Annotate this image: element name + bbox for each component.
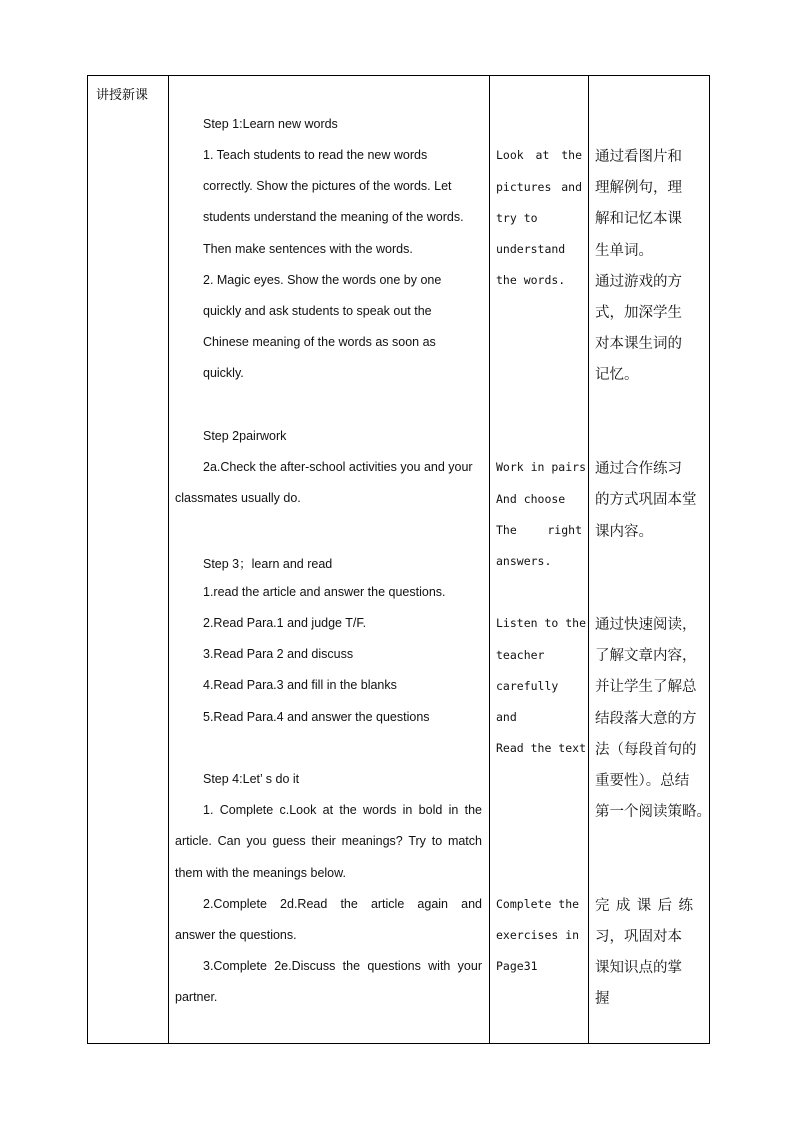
student-line: Page31 [496, 959, 538, 973]
step1-line: 2. Magic eyes. Show the words one by one [203, 273, 442, 287]
purpose-line: 课知识点的掌 [595, 960, 682, 976]
step1-line: students understand the meaning of the words. [203, 210, 464, 224]
step4-line: 3.Complete 2e.Discuss the questions with your [203, 959, 482, 973]
purpose-line: 课内容。 [595, 524, 653, 540]
purpose-line: 通过看图片和 [595, 149, 682, 165]
student-line: teacher [496, 648, 545, 662]
step4-line: article. Can you guess their meanings? Try to match [175, 834, 482, 848]
student-line: answers. [496, 554, 552, 568]
purpose-line: 生单词。 [595, 243, 653, 259]
step1-line: Then make sentences with the words. [203, 242, 413, 256]
teaching-steps-cell [169, 76, 490, 1044]
student-line: Listen to the [496, 616, 587, 630]
step1-title: Step 1:Learn new words [203, 117, 338, 131]
purpose-line: 法（每段首句的 [595, 742, 697, 758]
step4-line: answer the questions. [175, 928, 297, 942]
purpose-line: 重要性）。总结 [595, 773, 690, 789]
student-line: And choose [496, 492, 566, 506]
student-line: Work in pairs [496, 460, 587, 474]
step3-line: 5.Read Para.4 and answer the questions [203, 710, 430, 724]
purpose-line: 第一个阅读策略。 [595, 804, 711, 820]
student-line: Read the text [496, 741, 587, 755]
purpose-line: 通过合作练习 [595, 461, 682, 477]
purpose-line: 对本课生词的 [595, 336, 682, 352]
student-line: understand [496, 242, 566, 256]
purpose-line: 记忆。 [595, 367, 639, 383]
step4-title: Step 4:Let’ s do it [203, 772, 300, 786]
step4-line: 2.Complete 2d.Read the article again and [203, 897, 482, 911]
step1-line: correctly. Show the pictures of the words. Let [203, 179, 452, 193]
step2-title: Step 2pairwork [203, 429, 287, 443]
step1-line: quickly and ask students to speak out the [203, 304, 432, 318]
purpose-line: 并让学生了解总 [595, 679, 697, 695]
student-line: and [496, 710, 517, 724]
purpose-line: 式，加深学生 [595, 305, 682, 321]
purpose-line: 完 成 课 后 练 [595, 898, 693, 914]
step4-line: them with the meanings below. [175, 866, 346, 880]
purpose-line: 理解例句，理 [595, 180, 682, 196]
purpose-line: 结段落大意的方 [595, 711, 697, 727]
student-line: the words. [496, 273, 566, 287]
step1-line: quickly. [203, 366, 244, 380]
student-line: pictures and [496, 180, 582, 194]
student-line: exercises in [496, 928, 580, 942]
step3-title: Step 3；learn and read [203, 557, 333, 571]
purpose-line: 通过游戏的方 [595, 274, 682, 290]
step3-line: 4.Read Para.3 and fill in the blanks [203, 678, 397, 692]
student-line: Look at the [496, 148, 582, 162]
design-purpose-cell [589, 76, 710, 1044]
student-line: The right [496, 523, 582, 537]
step2-line: 2a.Check the after-school activities you and your [203, 460, 473, 474]
lesson-plan-table [87, 75, 710, 1044]
step3-line: 1.read the article and answer the questions. [203, 585, 446, 599]
purpose-line: 的方式巩固本堂 [595, 492, 697, 508]
step1-line: 1. Teach students to read the new words [203, 148, 428, 162]
purpose-line: 习，巩固对本 [595, 929, 682, 945]
purpose-line: 握 [595, 991, 610, 1007]
step3-line: 3.Read Para 2 and discuss [203, 647, 354, 661]
section-label: 讲授新课 [96, 88, 149, 103]
step2-line: classmates usually do. [175, 491, 301, 505]
section-label-cell [88, 76, 169, 1044]
purpose-line: 了解文章内容， [595, 648, 697, 664]
step4-line: partner. [175, 990, 218, 1004]
student-line: carefully [496, 679, 559, 693]
student-line: try to [496, 211, 538, 225]
student-activity-cell [490, 76, 589, 1044]
student-line: Complete the [496, 897, 580, 911]
step1-line: Chinese meaning of the words as soon as [203, 335, 436, 349]
step4-line: 1. Complete c.Look at the words in bold in the [203, 803, 482, 817]
step3-line: 2.Read Para.1 and judge T/F. [203, 616, 367, 630]
purpose-line: 通过快速阅读， [595, 617, 697, 633]
table-row [88, 76, 710, 1044]
purpose-line: 解和记忆本课 [595, 211, 682, 227]
